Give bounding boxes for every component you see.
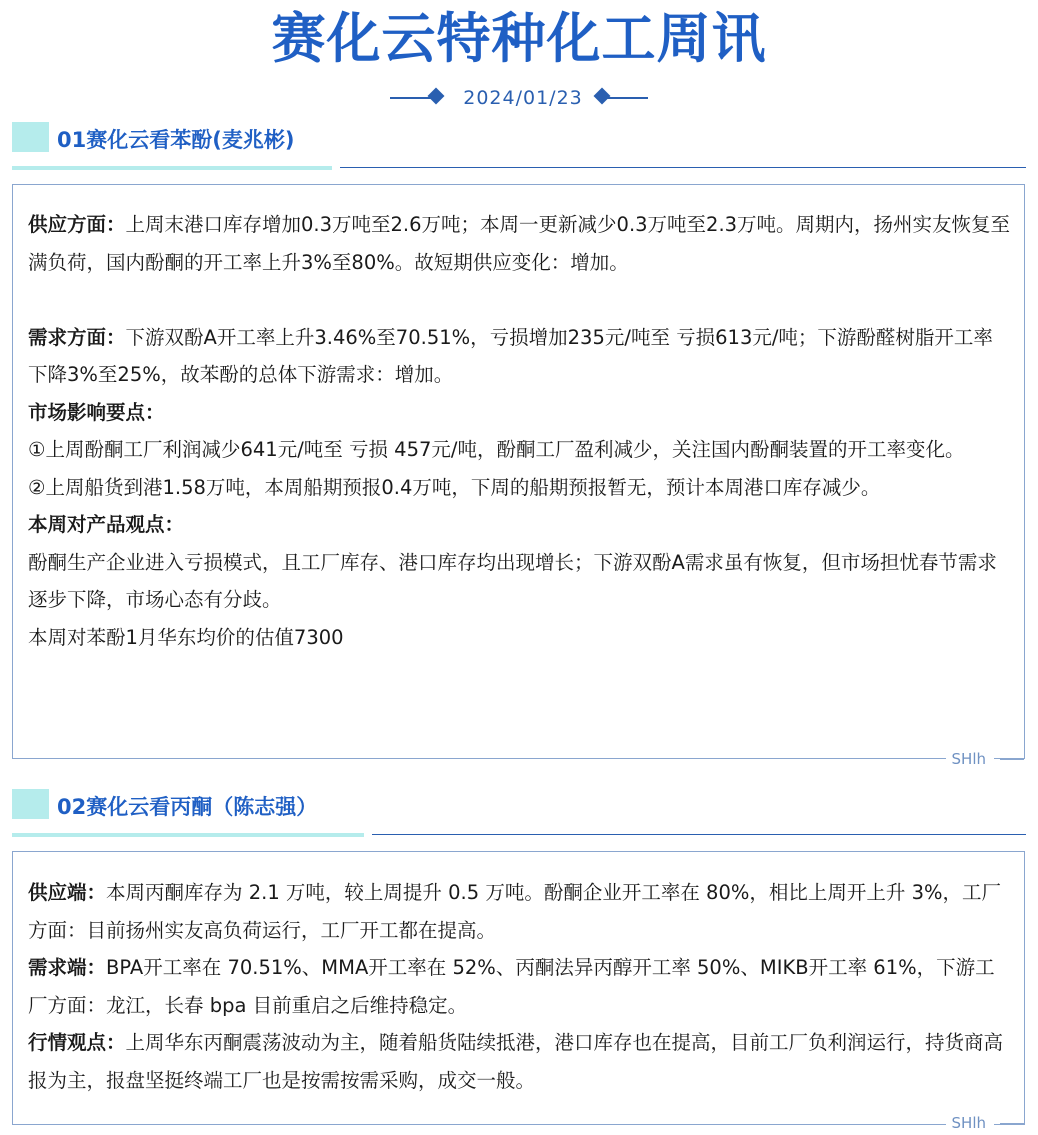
supply-text: 本周丙酮库存为 2.1 万吨，较上周提升 0.5 万吨。酚酮企业开工率在 80%，相比上周开上升 3%，工厂方面：目前扬州实友高负荷运行，工厂开工都在提高。 xyxy=(28,881,1002,942)
demand-label: 需求端： xyxy=(28,956,107,979)
supply-label: 供应端： xyxy=(28,881,107,904)
signature-line xyxy=(1000,1123,1024,1124)
date-banner xyxy=(0,86,1038,110)
date-left-line xyxy=(390,97,434,99)
section-1-content-box xyxy=(12,184,1025,759)
section-accent-underline xyxy=(12,166,332,170)
supply-label: 供应方面： xyxy=(28,213,126,236)
market-text: 上周华东丙酮震荡波动为主，随着船货陆续抵港，港口库存也在提高，目前工厂负利润运行，持货商高报为主，报盘坚挺终端工厂也是按需按需采购，成交一般。 xyxy=(28,1031,1004,1092)
section-2-content-box xyxy=(12,851,1025,1125)
supply-paragraph xyxy=(28,874,1012,949)
signature-text: SHlh xyxy=(946,1114,994,1132)
section-2-header xyxy=(0,789,1038,841)
section-accent-block xyxy=(12,789,49,819)
impact-point-2: ②上周船货到港1.58万吨，本周船期预报0.4万吨，下周的船期预报暂无，预计本周港口库存减少。 xyxy=(28,475,881,499)
section-1-signature xyxy=(944,750,1024,768)
signature-text: SHlh xyxy=(946,750,994,768)
impact-heading xyxy=(28,394,1012,432)
section-2-signature xyxy=(944,1114,1024,1132)
section-1-title: 01赛化云看苯酚(麦兆彬) xyxy=(57,128,295,152)
section-divider xyxy=(372,834,1026,835)
price-estimate: 本周对苯酚1月华东均价的估值7300 xyxy=(28,625,344,649)
section-2-title: 02赛化云看丙酮（陈志强） xyxy=(57,795,318,819)
view-heading xyxy=(28,506,1012,544)
supply-text: 上周末港口库存增加0.3万吨至2.6万吨；本周一更新减少0.3万吨至2.3万吨。周期内，扬州实友恢复至满负荷，国内酚酮的开工率上升3%至80%。故短期供应变化：增加。 xyxy=(28,213,1011,274)
date-right-line xyxy=(604,97,648,99)
demand-paragraph xyxy=(28,949,1012,1024)
section-1-content xyxy=(28,206,1012,656)
section-1-header xyxy=(0,122,1038,174)
market-label: 行情观点： xyxy=(28,1031,126,1054)
demand-paragraph xyxy=(28,319,1012,394)
blank-line xyxy=(28,281,1012,319)
market-paragraph xyxy=(28,1024,1012,1099)
page-title: 赛化云特种化工周讯 xyxy=(271,7,767,70)
issue-date: 2024/01/23 xyxy=(463,87,583,109)
supply-paragraph xyxy=(28,206,1012,281)
demand-label: 需求方面： xyxy=(28,325,126,349)
demand-text: BPA开工率在 70.51%、MMA开工率在 52%、丙酮法异丙醇开工率 50%、MIKB开工率 61%，下游工厂方面：龙江，长春 bpa 目前重启之后维持稳定。 xyxy=(28,956,995,1017)
impact-heading-text: 市场影响要点： xyxy=(28,400,165,424)
signature-line xyxy=(1000,759,1024,760)
section-accent-block xyxy=(12,122,49,152)
demand-text: 下游双酚A开工率上升3.46%至70.51%，亏损增加235元/吨至 亏损613元/吨；下游酚醛树脂开工率下降3%至25%，故苯酚的总体下游需求：增加。 xyxy=(28,325,993,386)
section-divider xyxy=(340,167,1026,168)
view-heading-text: 本周对产品观点： xyxy=(28,513,185,536)
diamond-right-icon xyxy=(594,88,611,105)
section-accent-underline xyxy=(12,833,364,837)
view-text: 酚酮生产企业进入亏损模式，且工厂库存、港口库存均出现增长；下游双酚A需求虽有恢复，但市场担忧春节需求逐步下降，市场心态有分歧。 xyxy=(28,550,997,611)
impact-point-1: ①上周酚酮工厂利润减少641元/吨至 亏损 457元/吨，酚酮工厂盈利减少，关注国内酚酮装置的开工率变化。 xyxy=(28,438,965,461)
section-2-content xyxy=(28,874,1012,1099)
diamond-left-icon xyxy=(428,88,445,105)
